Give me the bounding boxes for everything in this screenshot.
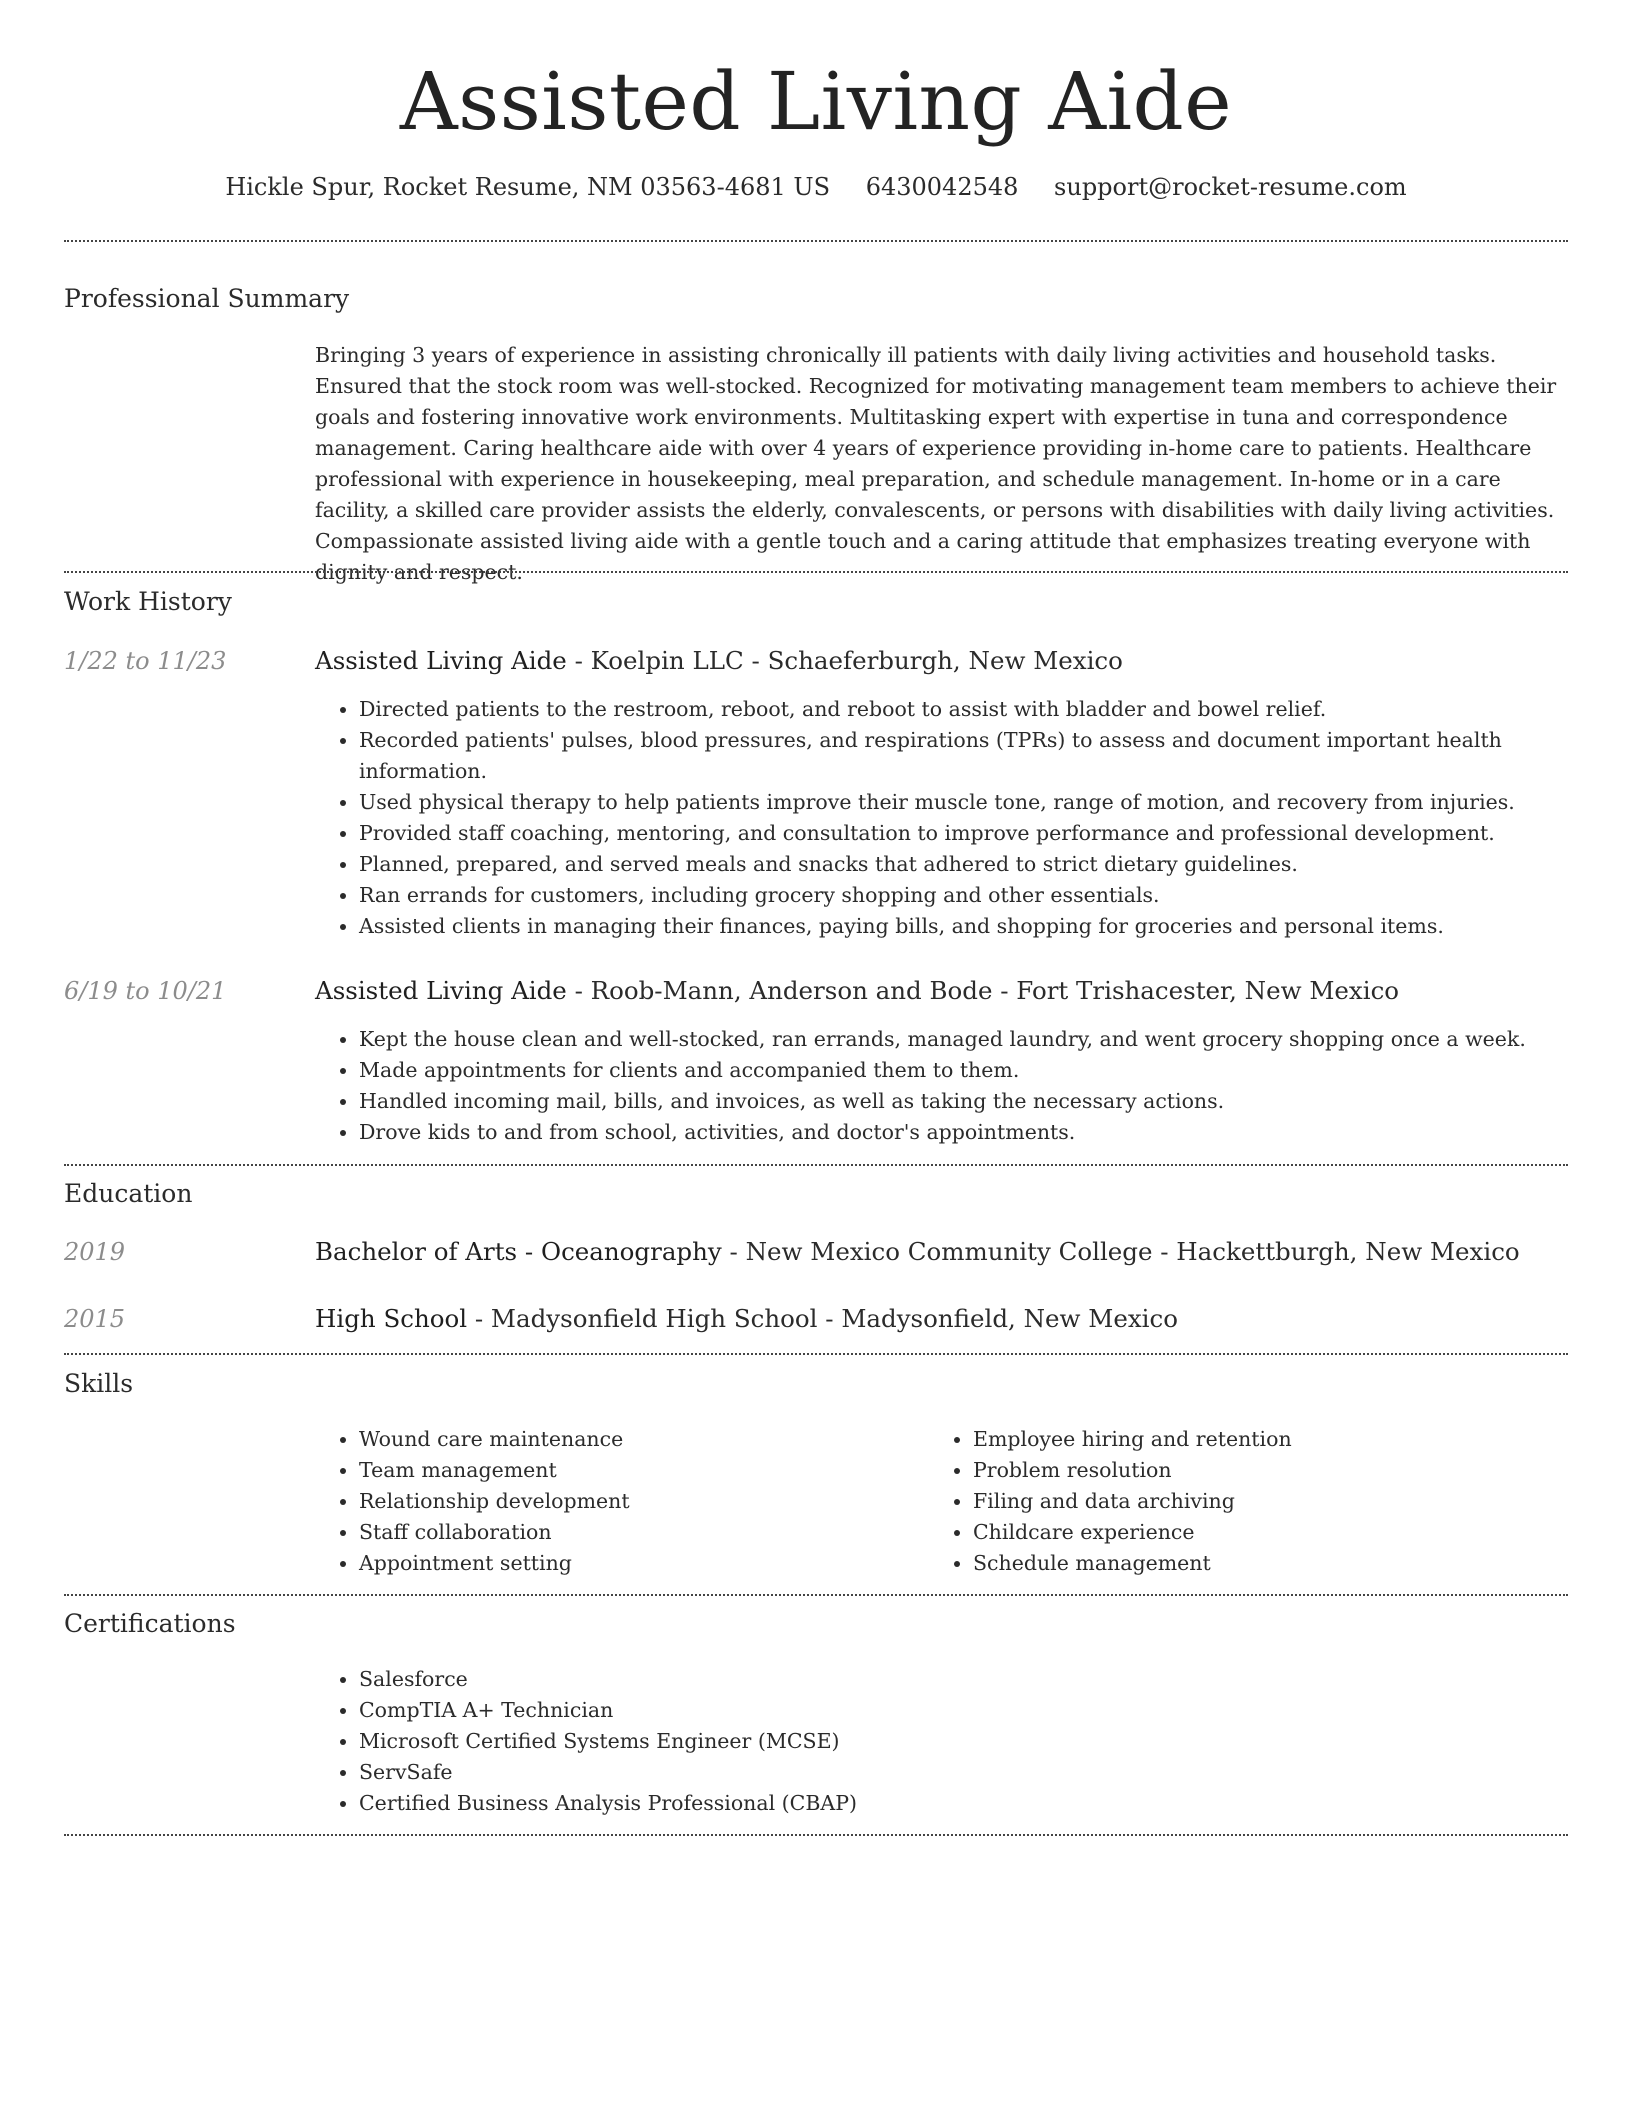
section-divider <box>64 1594 1568 1596</box>
section-divider <box>64 571 1568 573</box>
list-item: • Provided staff coaching, mentoring, and consultation to improve performance and professional development. <box>359 818 1569 849</box>
list-item: • CompTIA A+ Technician <box>359 1695 1259 1726</box>
job-duties-list <box>315 1024 1589 1148</box>
list-item: • Assisted clients in managing their finances, paying bills, and shopping for groceries and personal items. <box>359 911 1569 942</box>
education-year: 2015 <box>64 1305 126 1333</box>
list-item: • Drove kids to and from school, activities, and doctor's appointments. <box>359 1117 1589 1148</box>
list-item: • Relationship development <box>359 1486 919 1517</box>
skills-heading: Skills <box>64 1369 134 1398</box>
list-item: • Employee hiring and retention <box>973 1424 1573 1455</box>
section-divider <box>64 1353 1568 1355</box>
job-employer-location: - Koelpin LLC - Schaeferburgh, New Mexico <box>566 646 1123 675</box>
job-title <box>315 644 1568 678</box>
work-history-heading: Work History <box>64 587 232 616</box>
certifications-list <box>315 1664 1259 1819</box>
section-divider <box>64 1834 1568 1836</box>
list-item: • Handled incoming mail, bills, and invoices, as well as taking the necessary actions. <box>359 1086 1589 1117</box>
job-position: Assisted Living Aide <box>315 646 567 675</box>
list-item: • Salesforce <box>359 1664 1259 1695</box>
list-item: • Staff collaboration <box>359 1517 919 1548</box>
contact-email: support@rocket-resume.com <box>1054 173 1407 201</box>
list-item: • Schedule management <box>973 1548 1573 1579</box>
list-item: • Ran errands for customers, including grocery shopping and other essentials. <box>359 880 1569 911</box>
list-item: • Made appointments for clients and accompanied them to them. <box>359 1055 1589 1086</box>
list-item: • Problem resolution <box>973 1455 1573 1486</box>
section-divider <box>64 240 1568 242</box>
job-employer-location: - Roob-Mann, Anderson and Bode - Fort Trishacester, New Mexico <box>566 976 1400 1005</box>
skills-list-left <box>315 1424 919 1579</box>
education-degree: High School <box>315 1304 468 1333</box>
list-item: • Recorded patients' pulses, blood pressures, and respirations (TPRs) to assess and document important health information. <box>359 725 1569 787</box>
list-item: • Certified Business Analysis Professional (CBAP) <box>359 1788 1259 1819</box>
job-duties-list <box>315 694 1569 942</box>
list-item: • Planned, prepared, and served meals and snacks that adhered to strict dietary guidelines. <box>359 849 1569 880</box>
list-item: • Microsoft Certified Systems Engineer (MCSE) <box>359 1726 1259 1757</box>
summary-text: Bringing 3 years of experience in assisting chronically ill patients with daily living activities and household tasks. Ensured that the stock room was well-stocked. Recognized for motivating management team members to achieve their goals and fostering innovative work environments. Multitasking expert with expertise in tuna and correspondence management. Caring healthcare aide with over 4 years of experience providing in-home care to patients. Healthcare professional with experience in housekeeping, meal preparation, and schedule management. In-home or in a care facility, a skilled care provider assists the elderly, convalescents, or persons with disabilities with daily living activities. Compassionate assisted living aide with a gentle touch and a caring attitude that emphasizes treating everyone with dignity and respect. <box>315 343 1557 584</box>
job-dates: 1/22 to 11/23 <box>64 647 227 675</box>
list-item: • Wound care maintenance <box>359 1424 919 1455</box>
list-item: • Filing and data archiving <box>973 1486 1573 1517</box>
list-item: • Childcare experience <box>973 1517 1573 1548</box>
education-school-location: - New Mexico Community College - Hackettburgh, New Mexico <box>721 1237 1520 1266</box>
section-divider <box>64 1164 1568 1166</box>
certifications-heading: Certifications <box>64 1609 236 1638</box>
list-item: • Kept the house clean and well-stocked, ran errands, managed laundry, and went grocery shopping once a week. <box>359 1024 1589 1055</box>
education-entry <box>315 1302 1568 1336</box>
contact-phone: 6430042548 <box>865 173 1019 201</box>
skills-list-right <box>929 1424 1573 1579</box>
job-dates: 6/19 to 10/21 <box>64 977 227 1005</box>
education-school-location: - Madysonfield High School - Madysonfield, New Mexico <box>467 1304 1178 1333</box>
list-item: • Used physical therapy to help patients improve their muscle tone, range of motion, and recovery from injuries. <box>359 787 1569 818</box>
summary-heading: Professional Summary <box>64 284 350 313</box>
job-position: Assisted Living Aide <box>315 976 567 1005</box>
list-item: • Appointment setting <box>359 1548 919 1579</box>
education-degree: Bachelor of Arts - Oceanography <box>315 1237 722 1266</box>
list-item: • Directed patients to the restroom, reboot, and reboot to assist with bladder and bowel relief. <box>359 694 1569 725</box>
job-title <box>315 974 1568 1008</box>
candidate-name: Assisted Living Aide <box>399 55 1233 148</box>
education-heading: Education <box>64 1179 193 1208</box>
list-item: • ServSafe <box>359 1757 1259 1788</box>
list-item: • Team management <box>359 1455 919 1486</box>
education-year: 2019 <box>64 1238 126 1266</box>
education-entry <box>315 1235 1568 1269</box>
contact-line <box>0 170 1632 204</box>
contact-address: Hickle Spur, Rocket Resume, NM 03563-4681 US <box>225 173 831 201</box>
